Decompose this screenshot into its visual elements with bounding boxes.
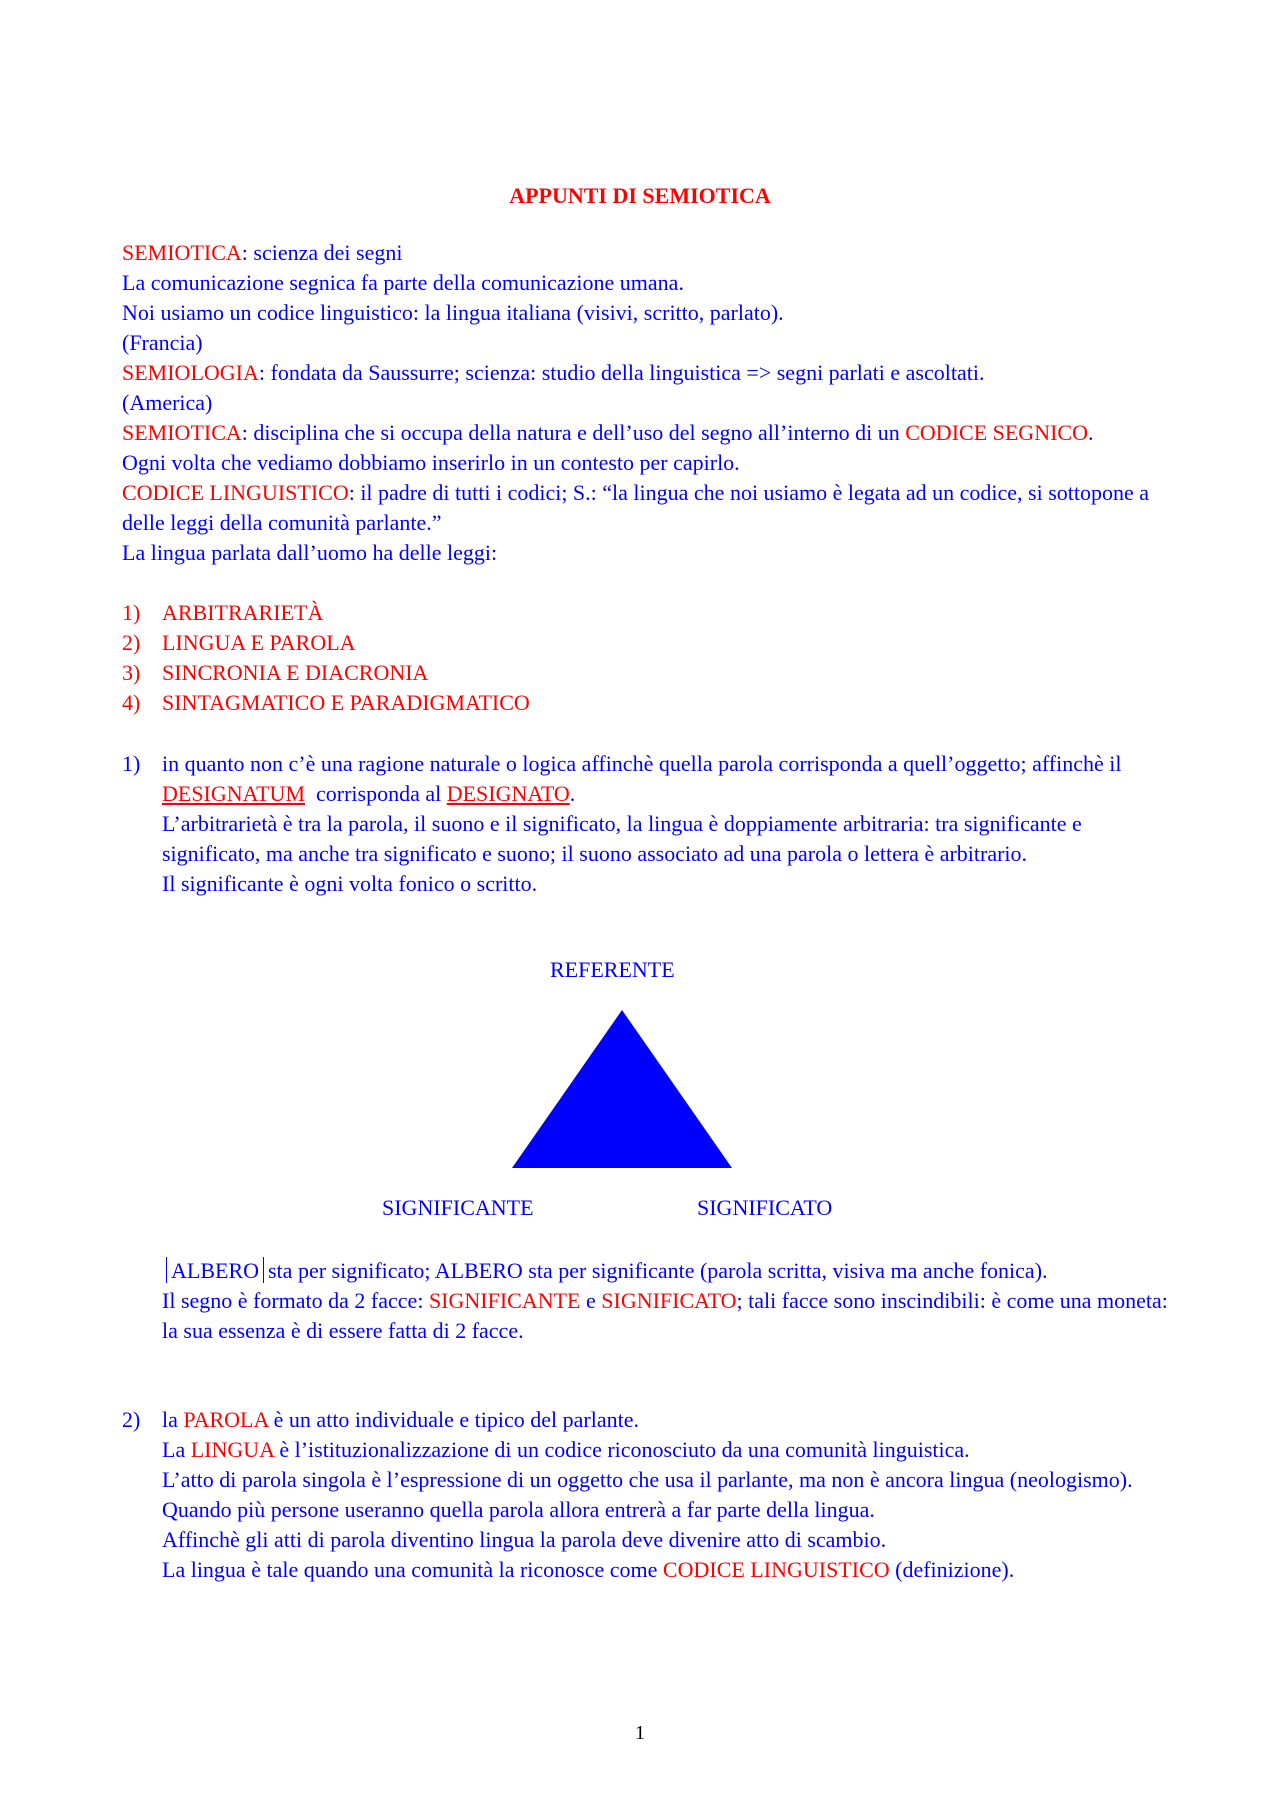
bar-divider [166, 1257, 167, 1283]
list-item: 1) ARBITRARIETÀ [122, 600, 324, 625]
bar-divider [263, 1257, 264, 1283]
term-significante: SIGNIFICANTE [428, 1288, 581, 1313]
section-number: 2) [122, 1407, 141, 1432]
codice-linguistico-definition: : il padre di tutti i codici; S.: “la lingua che noi usiamo è legata ad un codice, si sottopone a delle leggi della comunità parlante.” [122, 480, 1150, 535]
paragraph: L’atto di parola singola è l’espressione di un oggetto che usa il parlante, ma non è ancora lingua (neologismo). [162, 1467, 1133, 1492]
intro-line: (Francia) [122, 330, 203, 355]
term-codice-linguistico: CODICE LINGUISTICO [122, 480, 349, 505]
paragraph: Quando più persone useranno quella parola allora entrerà a far parte della lingua. [162, 1497, 875, 1522]
list-item: 3) SINCRONIA E DIACRONIA [122, 660, 429, 685]
section-2 [122, 1405, 1182, 1585]
intro-line [122, 238, 1172, 268]
intro-line [122, 358, 1172, 388]
paragraph: Affinchè gli atti di parola diventino lingua la parola deve divenire atto di scambio. [162, 1527, 887, 1552]
intro-line: La lingua parlata dall’uomo ha delle leggi: [122, 540, 498, 565]
paragraph: L’arbitrarietà è tra la parola, il suono e il significato, la lingua è doppiamente arbitraria: tra significante e significato, ma anche tra significato e suono; il suono associato ad una parola o lettera è arbitrario. [162, 811, 1082, 866]
paragraph: la PAROLA è un atto individuale e tipico del parlante. [162, 1407, 639, 1432]
diagram-label-significato: SIGNIFICATO [697, 1195, 833, 1220]
period: . [1087, 420, 1094, 445]
term-significato: SIGNIFICATO [601, 1288, 737, 1313]
semiotic-triangle [512, 1010, 732, 1170]
intro-block [122, 238, 1172, 568]
albero-block [162, 1256, 1172, 1346]
diagram-label-referente: REFERENTE [550, 957, 675, 982]
term-parola: PAROLA [183, 1407, 269, 1432]
term-semiologia: SEMIOLOGIA [122, 360, 259, 385]
diagram-label-significante: SIGNIFICANTE [382, 1195, 534, 1220]
intro-line: Ogni volta che vediamo dobbiamo inserirlo in un contesto per capirlo. [122, 450, 740, 475]
semiotica-definition: : scienza dei segni [241, 240, 403, 265]
intro-line [122, 418, 1172, 448]
term-designatum: DESIGNATUM [162, 781, 305, 806]
semiotica-2-definition: : disciplina che si occupa della natura e dell’uso del segno all’interno di un [241, 420, 906, 445]
section-body [162, 1405, 1182, 1585]
triangle-shape [512, 1010, 732, 1168]
paragraph: La lingua è tale quando una comunità la riconosce come CODICE LINGUISTICO (definizione). [162, 1557, 1015, 1582]
semiologia-definition: : fondata da Saussurre; scienza: studio della linguistica => segni parlati e ascoltati. [258, 360, 985, 385]
intro-line: Noi usiamo un codice linguistico: la lingua italiana (visivi, scritto, parlato). [122, 300, 784, 325]
paragraph: Il segno è formato da 2 facce: SIGNIFICANTE e SIGNIFICATO; tali facce sono inscindibili: è come una moneta: la sua essenza è di essere fatta di 2 facce. [162, 1288, 1168, 1343]
paragraph: in quanto non c’è una ragione naturale o logica affinchè quella parola corrisponda a quell’oggetto; affinchè il DESIGNATUM corrisponda al DESIGNATO. [162, 751, 1122, 806]
page-number: 1 [635, 1722, 645, 1744]
section-body [162, 749, 1182, 899]
laws-list [122, 598, 530, 718]
term-codice-linguistico-2: CODICE LINGUISTICO [662, 1557, 890, 1582]
section-number: 1) [122, 751, 141, 776]
term-codice-segnico: CODICE SEGNICO [905, 420, 1088, 445]
term-designato: DESIGNATO [446, 781, 570, 806]
paragraph: La LINGUA è l’istituzionalizzazione di un codice riconosciuto da una comunità linguistica. [162, 1437, 970, 1462]
term-albero-2: ALBERO [434, 1258, 523, 1283]
paragraph: ALBERO sta per significato; ALBERO sta per significante (parola scritta, visiva ma anche fonica). [162, 1256, 1172, 1286]
term-lingua: LINGUA [190, 1437, 274, 1462]
list-item: 2) LINGUA E PAROLA [122, 630, 356, 655]
page-title: APPUNTI DI SEMIOTICA [509, 183, 771, 208]
paragraph: Il significante è ogni volta fonico o scritto. [162, 871, 538, 896]
intro-line: La comunicazione segnica fa parte della comunicazione umana. [122, 270, 684, 295]
intro-line: (America) [122, 390, 213, 415]
intro-line [122, 478, 1172, 538]
term-semiotica: SEMIOTICA [122, 240, 242, 265]
term-albero-1: ALBERO [171, 1258, 259, 1283]
section-1 [122, 749, 1182, 899]
term-semiotica-2: SEMIOTICA [122, 420, 242, 445]
list-item: 4) SINTAGMATICO E PARADIGMATICO [122, 690, 530, 715]
